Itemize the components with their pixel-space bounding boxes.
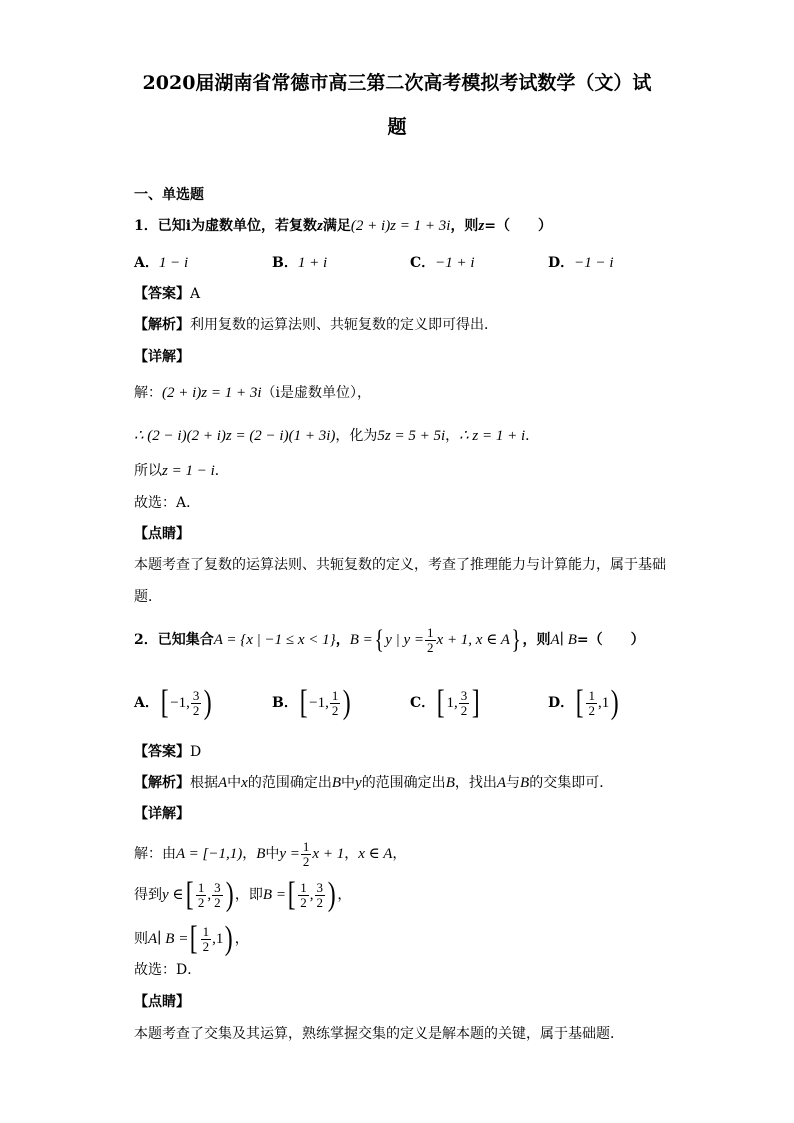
exam-title-line1: 2020届湖南省常德市高三第二次高考模拟考试数学（文）试 xyxy=(142,72,652,94)
q2-choice: 故选：D． xyxy=(134,962,202,978)
section-heading: 一、单选题 xyxy=(134,187,204,203)
bracket-open-2: [ xyxy=(287,876,296,913)
comma-1: , xyxy=(207,887,212,903)
bracket-close-3: ) xyxy=(225,920,234,957)
q1-detail-heading: 【详解】 xyxy=(134,349,190,365)
q2-sol1-fraction: $\frac{1}{2}$ xyxy=(302,839,310,869)
q1-stem: 1．已知i为虚数单位，若复数z满足(2 + i)z = 1 + 3i，则z=（ ） xyxy=(134,218,553,234)
bracket-close-1: ) xyxy=(225,876,234,913)
q1-comment-heading: 【点睛】 xyxy=(134,526,190,542)
q1-solution-line2: ∴ (2 − i)(2 + i)z = (2 − i)(1 + 3i)，化为5z = 5 + 5i，∴ z = 1 + i． xyxy=(134,428,540,444)
q1-option-b[interactable]: B．1 + i xyxy=(272,255,328,271)
q2-solution-line3: 则A∣ B =[ $\frac{1}{2}$ ,1) ， xyxy=(134,920,249,957)
q2-option-a-fraction: $\frac{3}{2}$ xyxy=(192,687,200,718)
q2-option-b[interactable]: B．[ −1, $\frac{1}{2}$ ) xyxy=(272,684,352,721)
q2-sol2-fraction-1: $\frac{1}{2}$ xyxy=(197,879,205,910)
q2-sol2-fraction-3: $\frac{1}{2}$ xyxy=(300,879,307,910)
q2-option-c-fraction: $\frac{3}{2}$ xyxy=(460,687,468,718)
q2-solution-line1: 解：由A = [−1,1)，B中y = $\frac{1}{2}$ x + 1，x ∈ A， xyxy=(134,839,407,869)
q2-solution-line2: 得到y ∈[ $\frac{1}{2}$ , $\frac{3}{2}$ ) ，即B =[ $\frac{1}{2}$ , $\frac{3}{2}$ ) ， xyxy=(134,876,352,913)
q2-stem: 2．已知集合A = {x | −1 ≤ x < 1}，B ={ y | y = $\frac{1}{2}$ x + 1, x ∈ A} ，则A∣ B=（ ） xyxy=(134,625,645,655)
q2-stem-fraction: $\frac{1}{2}$ xyxy=(427,625,434,655)
bracket-close-2: ) xyxy=(327,876,336,913)
bracket-open-1: [ xyxy=(185,876,194,913)
q1-comment-line2: 题． xyxy=(134,589,162,605)
brace-open: { xyxy=(374,625,384,655)
q2-comment: 本题考查了交集及其运算，熟练掌握交集的定义是解本题的关键，属于基础题． xyxy=(134,1026,624,1042)
q1-choice: 故选：A． xyxy=(134,495,201,511)
comma-2: , xyxy=(309,887,314,903)
q1-solution-line3: 所以z = 1 − i． xyxy=(134,463,229,479)
q2-answer: 【答案】D xyxy=(134,744,202,760)
q2-sol2-fraction-4: $\frac{3}{2}$ xyxy=(316,879,324,910)
q2-comment-heading: 【点睛】 xyxy=(134,994,190,1010)
q1-option-a[interactable]: A．1 − i xyxy=(134,255,189,271)
q2-option-a[interactable]: A．[ −1, $\frac{3}{2}$ ) xyxy=(134,684,213,721)
q2-option-c[interactable]: C．[ 1, $\frac{3}{2}$ ] xyxy=(410,684,480,721)
q1-comment-line1: 本题考查了复数的运算法则、共轭复数的定义，考查了推理能力与计算能力，属于基础 xyxy=(134,557,666,573)
q2-detail-heading: 【详解】 xyxy=(134,806,190,822)
q1-solution-line1: 解：(2 + i)z = 1 + 3i（i是虚数单位）， xyxy=(134,385,372,401)
q2-option-d-fraction: $\frac{1}{2}$ xyxy=(588,687,595,718)
bracket-open-3: [ xyxy=(190,920,198,957)
q2-sol2-fraction-2: $\frac{3}{2}$ xyxy=(214,879,221,910)
exam-title-line2: 题 xyxy=(387,116,407,138)
q1-analysis: 【解析】利用复数的运算法则、共轭复数的定义即可得出． xyxy=(134,317,498,333)
q1-answer: 【答案】A xyxy=(134,286,201,302)
q2-analysis: 【解析】根据A中x的范围确定出B中y的范围确定出B，找出A与B的交集即可． xyxy=(134,775,614,791)
q1-option-d[interactable]: D．−1 − i xyxy=(548,255,614,271)
q2-option-d[interactable]: D．[ $\frac{1}{2}$ ,1) xyxy=(548,684,619,721)
q1-option-c[interactable]: C．−1 + i xyxy=(410,255,475,271)
q2-sol3-fraction: $\frac{1}{2}$ xyxy=(202,923,210,954)
q2-option-b-fraction: $\frac{1}{2}$ xyxy=(331,687,339,718)
brace-close: } xyxy=(511,625,521,655)
